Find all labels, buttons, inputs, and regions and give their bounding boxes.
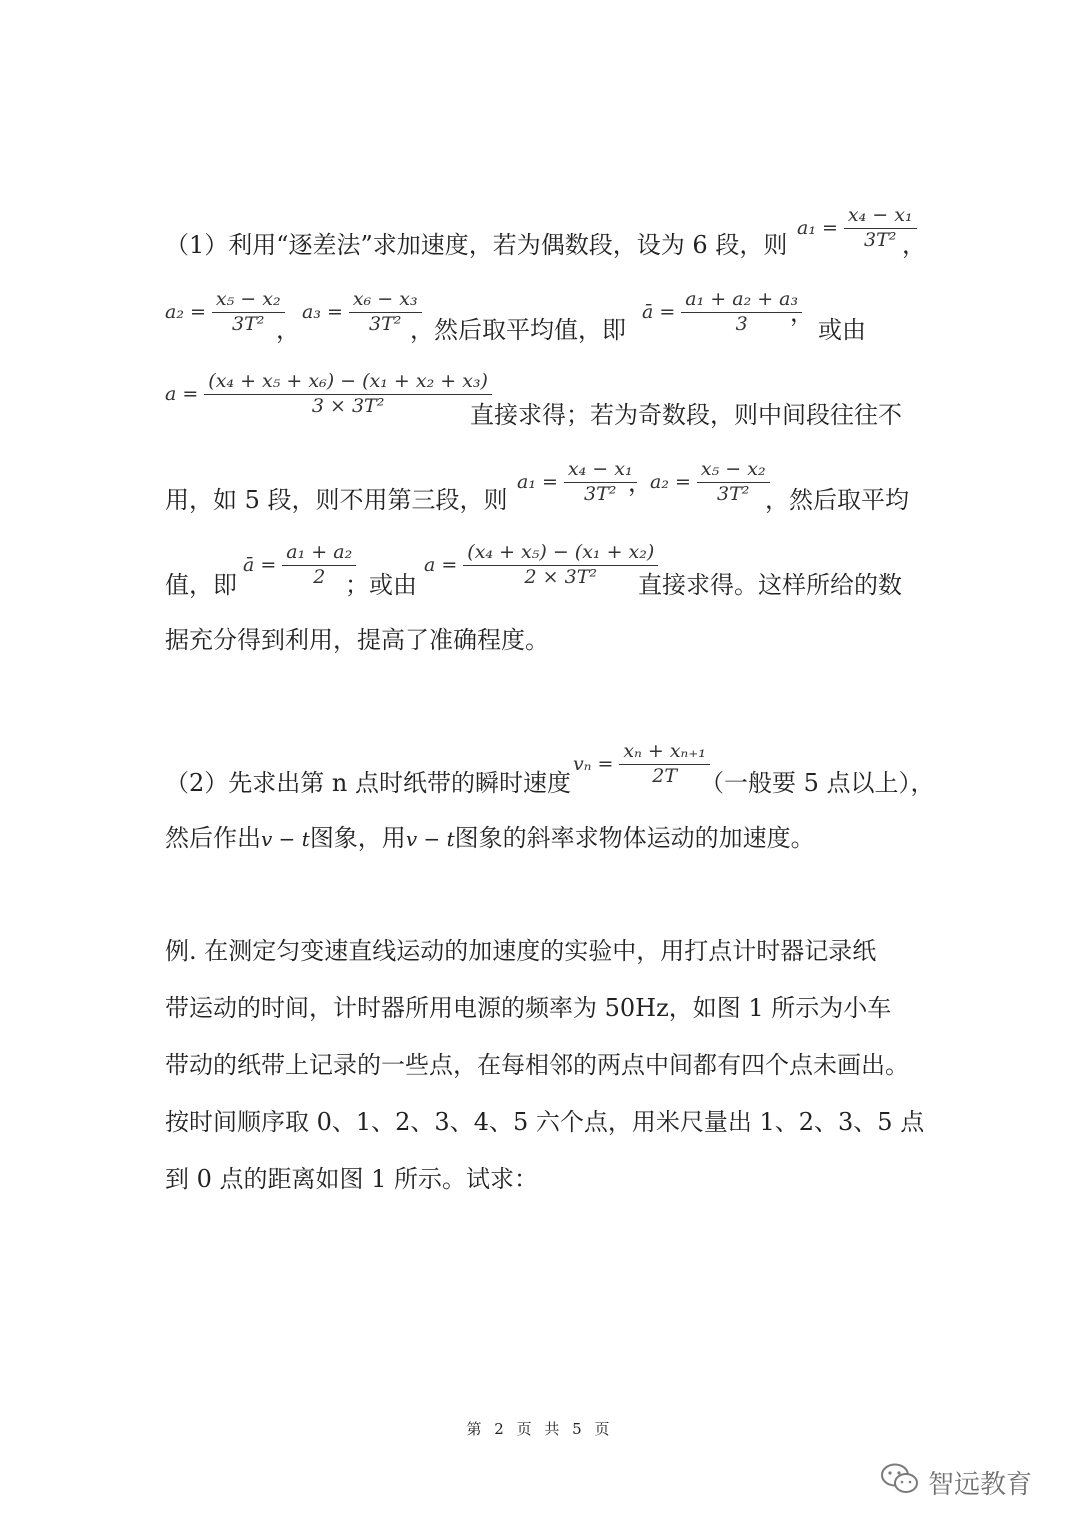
p1-line5-tail: 直接求得。这样所给的数 bbox=[638, 571, 902, 599]
formula-lhs: ā = bbox=[642, 301, 676, 324]
wechat-icon bbox=[880, 1462, 920, 1503]
watermark bbox=[880, 1462, 1032, 1503]
p3-line2: 带运动的时间，计时器所用电源的频率为 50Hz，如图 1 所示为小车 bbox=[165, 994, 892, 1022]
p3-line5: 到 0 点的距离如图 1 所示。试求： bbox=[165, 1165, 539, 1193]
formula-denominator: 3T² bbox=[864, 228, 897, 251]
p2-line2-b: 图象，用 bbox=[309, 824, 406, 852]
formula-denominator: 2 × 3T² bbox=[524, 565, 598, 588]
vt-symbol: v − t bbox=[261, 827, 310, 851]
p1-line1-tail: ， bbox=[902, 231, 926, 259]
formula-a3 bbox=[302, 290, 422, 335]
p3-line3: 带动的纸带上记录的一些点，在每相邻的两点中间都有四个点未画出。 bbox=[165, 1051, 909, 1079]
page-number: 第 2 页 共 5 页 bbox=[466, 1420, 614, 1438]
p3-line4: 按时间顺序取 0、1、2、3、4、5 六个点，用米尺量出 1、2、3、5 点 bbox=[165, 1108, 925, 1136]
p1-line3-text: 直接求得；若为奇数段，则中间段往往不 bbox=[470, 401, 902, 429]
p1-line6-text: 据充分得到利用，提高了准确程度。 bbox=[165, 626, 549, 654]
formula-b2 bbox=[650, 460, 770, 505]
formula-lhs: a = bbox=[424, 554, 458, 577]
p2-line2 bbox=[165, 823, 815, 854]
watermark-text: 智远教育 bbox=[928, 1470, 1033, 1500]
p1-line2-tail: 或由 bbox=[818, 316, 866, 344]
formula-denominator: 3T² bbox=[232, 312, 265, 335]
formula-a2 bbox=[165, 290, 285, 335]
formula-a1 bbox=[797, 206, 917, 251]
formula-lhs: a₁ = bbox=[517, 471, 558, 494]
formula-denominator: 3T² bbox=[369, 312, 402, 335]
p2-line2-a: 然后作出 bbox=[165, 824, 261, 852]
formula-abar bbox=[642, 290, 802, 335]
formula-b1 bbox=[517, 460, 637, 505]
formula-lhs: vₙ = bbox=[573, 753, 614, 776]
p1-line2-comma2: ， bbox=[790, 299, 814, 327]
formula-numerator: a₁ + a₂ bbox=[282, 543, 356, 566]
formula-lhs: a₃ = bbox=[302, 301, 343, 324]
p2-line1-tail: （一般要 5 点以上）， bbox=[700, 769, 935, 797]
p1-line2-text: ，然后取平均值，即 bbox=[410, 316, 626, 344]
p1-line4-tail: ，然后取平均 bbox=[765, 486, 909, 514]
formula-numerator: x₅ − x₂ bbox=[697, 460, 770, 483]
formula-a-five bbox=[424, 543, 658, 588]
p1-line1-text: （1）利用“逐差法”求加速度，若为偶数段，设为 6 段，则 bbox=[165, 231, 788, 259]
formula-numerator: a₁ + a₂ + a₃ bbox=[681, 290, 802, 313]
p1-line4-sep: ， bbox=[628, 469, 652, 497]
vt-symbol: v − t bbox=[405, 827, 455, 851]
formula-denominator: 3T² bbox=[584, 482, 617, 505]
formula-vn bbox=[573, 742, 710, 787]
p1-line5-text: 值，即 bbox=[165, 571, 237, 599]
p1-line2-comma: ， bbox=[276, 316, 300, 344]
formula-numerator: x₆ − x₃ bbox=[349, 290, 422, 313]
formula-lhs: a₂ = bbox=[165, 301, 206, 324]
formula-lhs: a = bbox=[165, 383, 199, 406]
formula-denominator: 3T² bbox=[717, 482, 750, 505]
formula-numerator: xₙ + xₙ₊₁ bbox=[619, 742, 709, 765]
formula-denominator: 2T bbox=[652, 764, 678, 787]
formula-a-six bbox=[165, 372, 492, 417]
p3-line1: 例. 在测定匀变速直线运动的加速度的实验中，用打点计时器记录纸 bbox=[165, 937, 877, 965]
p1-line5-mid: ；或由 bbox=[345, 571, 417, 599]
formula-lhs: a₁ = bbox=[797, 217, 838, 240]
formula-numerator: x₄ − x₁ bbox=[564, 460, 637, 483]
formula-numerator: (x₄ + x₅) − (x₁ + x₂) bbox=[463, 543, 658, 566]
p2-line1-text: （2）先求出第 n 点时纸带的瞬时速度 bbox=[165, 769, 571, 797]
formula-numerator: (x₄ + x₅ + x₆) − (x₁ + x₂ + x₃) bbox=[204, 372, 492, 395]
formula-lhs: ā = bbox=[243, 554, 277, 577]
formula-numerator: x₅ − x₂ bbox=[212, 290, 285, 313]
formula-denominator: 3 × 3T² bbox=[311, 394, 385, 417]
formula-numerator: x₄ − x₁ bbox=[844, 206, 917, 229]
formula-bbar bbox=[243, 543, 356, 588]
p1-line4-text: 用，如 5 段，则不用第三段，则 bbox=[165, 486, 508, 514]
p2-line2-c: 图象的斜率求物体运动的加速度。 bbox=[454, 824, 815, 852]
formula-lhs: a₂ = bbox=[650, 471, 691, 494]
formula-denominator: 3 bbox=[735, 312, 748, 335]
formula-denominator: 2 bbox=[313, 565, 326, 588]
